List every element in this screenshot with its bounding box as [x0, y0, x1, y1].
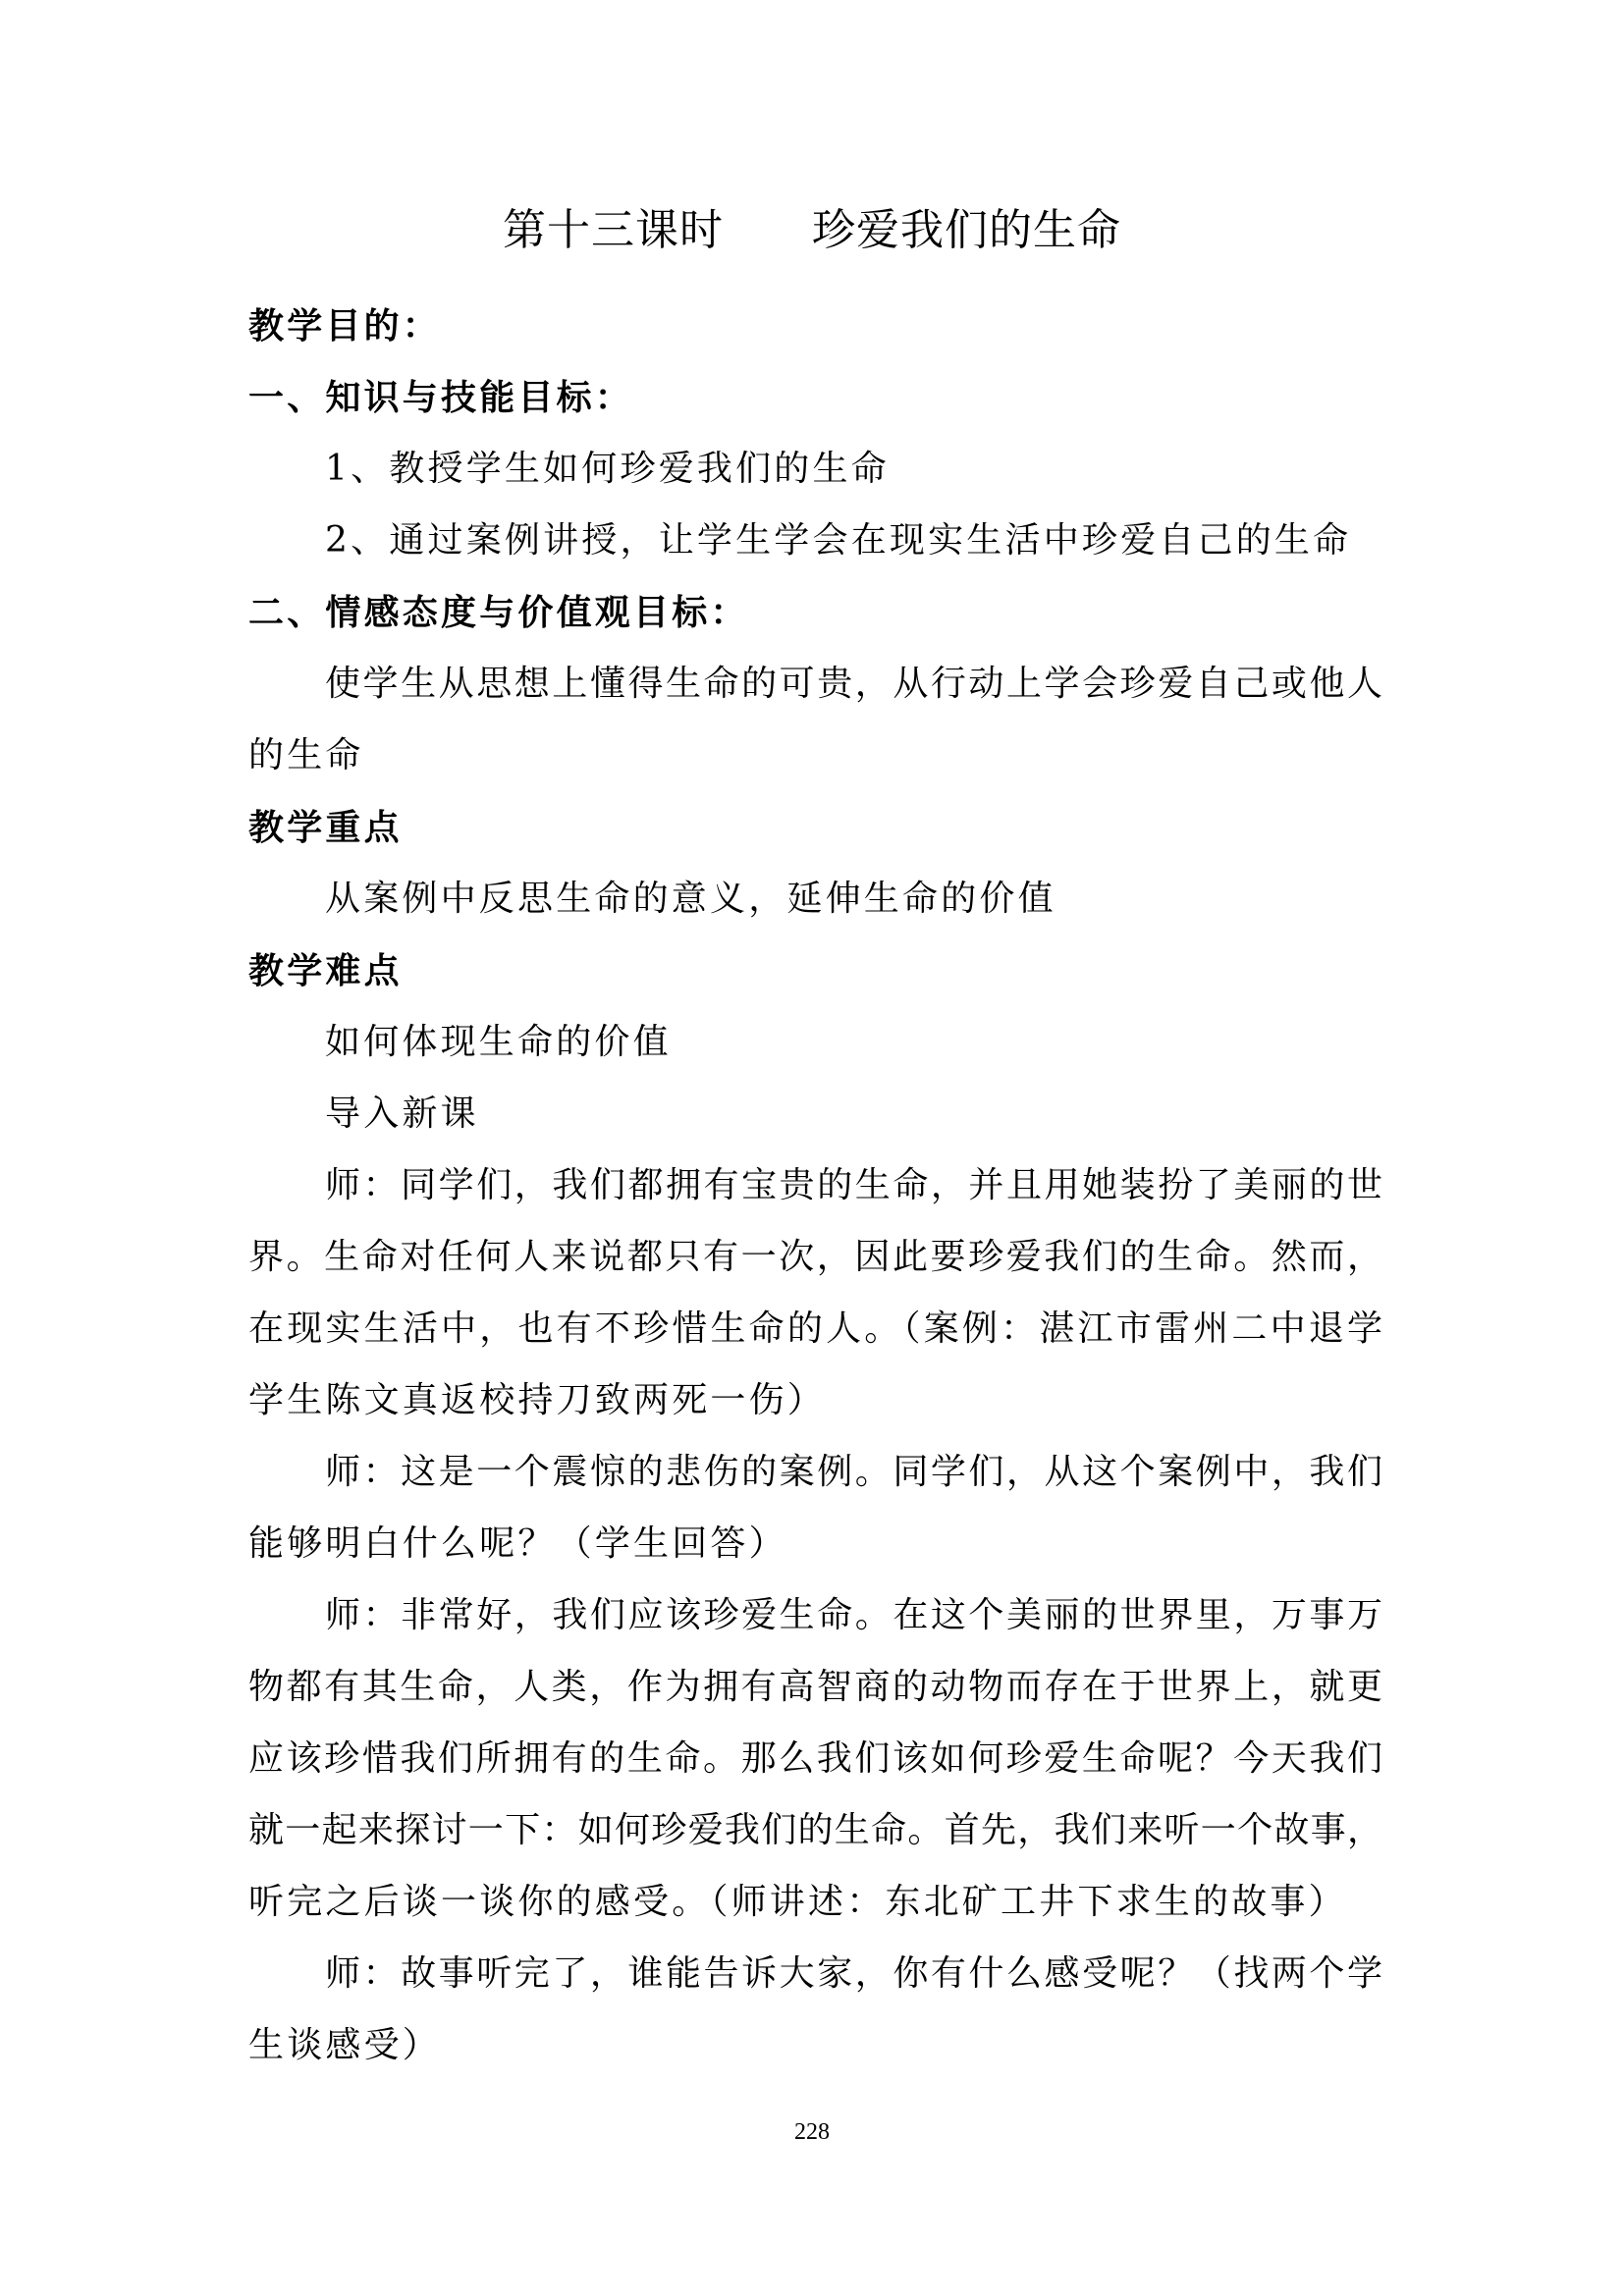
- paragraph-line: 从案例中反思生命的意义，延伸生命的价值: [325, 879, 1056, 919]
- heading-emotion-values-goals: 二、情感态度与价值观目标：: [248, 592, 749, 633]
- goal-item-1: 1、教授学生如何珍爱我们的生命: [325, 449, 890, 489]
- heading-teaching-focus: 教学重点: [248, 807, 403, 848]
- page-title: 第十三课时 珍爱我们的生命: [503, 205, 1121, 255]
- paragraph-line: 的生命: [248, 735, 364, 775]
- paragraph-line: 使学生从思想上懂得生命的可贵，从行动上学会珍爱自己或他人: [325, 664, 1382, 704]
- paragraph-line: 师：同学们，我们都拥有宝贵的生命，并且用她装扮了美丽的世: [325, 1165, 1382, 1205]
- paragraph-line: 师：这是一个震惊的悲伤的案例。同学们，从这个案例中，我们: [325, 1452, 1382, 1492]
- paragraph-line: 生谈感受）: [248, 2025, 442, 2065]
- paragraph-line: 应该珍惜我们所拥有的生命。那么我们该如何珍爱生命呢？今天我们: [248, 1738, 1382, 1779]
- paragraph-line: 在现实生活中，也有不珍惜生命的人。（案例：湛江市雷州二中退学: [248, 1308, 1382, 1349]
- paragraph-line: 学生陈文真返校持刀致两死一伤）: [248, 1380, 827, 1420]
- heading-teaching-objectives: 教学目的：: [248, 305, 442, 347]
- paragraph-line: 界。生命对任何人来说都只有一次，因此要珍爱我们的生命。然而，: [248, 1237, 1382, 1277]
- paragraph-line: 听完之后谈一谈你的感受。（师讲述：东北矿工井下求生的故事）: [248, 1882, 1347, 1922]
- heading-teaching-difficulty: 教学难点: [248, 950, 403, 991]
- section-label-introduction: 导入新课: [325, 1094, 479, 1134]
- paragraph-line: 师：非常好，我们应该珍爱生命。在这个美丽的世界里，万事万: [325, 1595, 1382, 1635]
- paragraph-line: 能够明白什么呢？（学生回答）: [248, 1523, 787, 1564]
- heading-knowledge-skill-goals: 一、知识与技能目标：: [248, 377, 634, 418]
- paragraph-line: 物都有其生命，人类，作为拥有高智商的动物而存在于世界上，就更: [248, 1667, 1382, 1707]
- goal-item-2: 2、通过案例讲授，让学生学会在现实生活中珍爱自己的生命: [325, 520, 1352, 561]
- paragraph-line: 如何体现生命的价值: [325, 1022, 672, 1062]
- page-number: 228: [794, 2119, 830, 2145]
- paragraph-line: 师：故事听完了，谁能告诉大家，你有什么感受呢？（找两个学: [325, 1953, 1382, 1994]
- paragraph-line: 就一起来探讨一下：如何珍爱我们的生命。首先，我们来听一个故事，: [248, 1810, 1382, 1850]
